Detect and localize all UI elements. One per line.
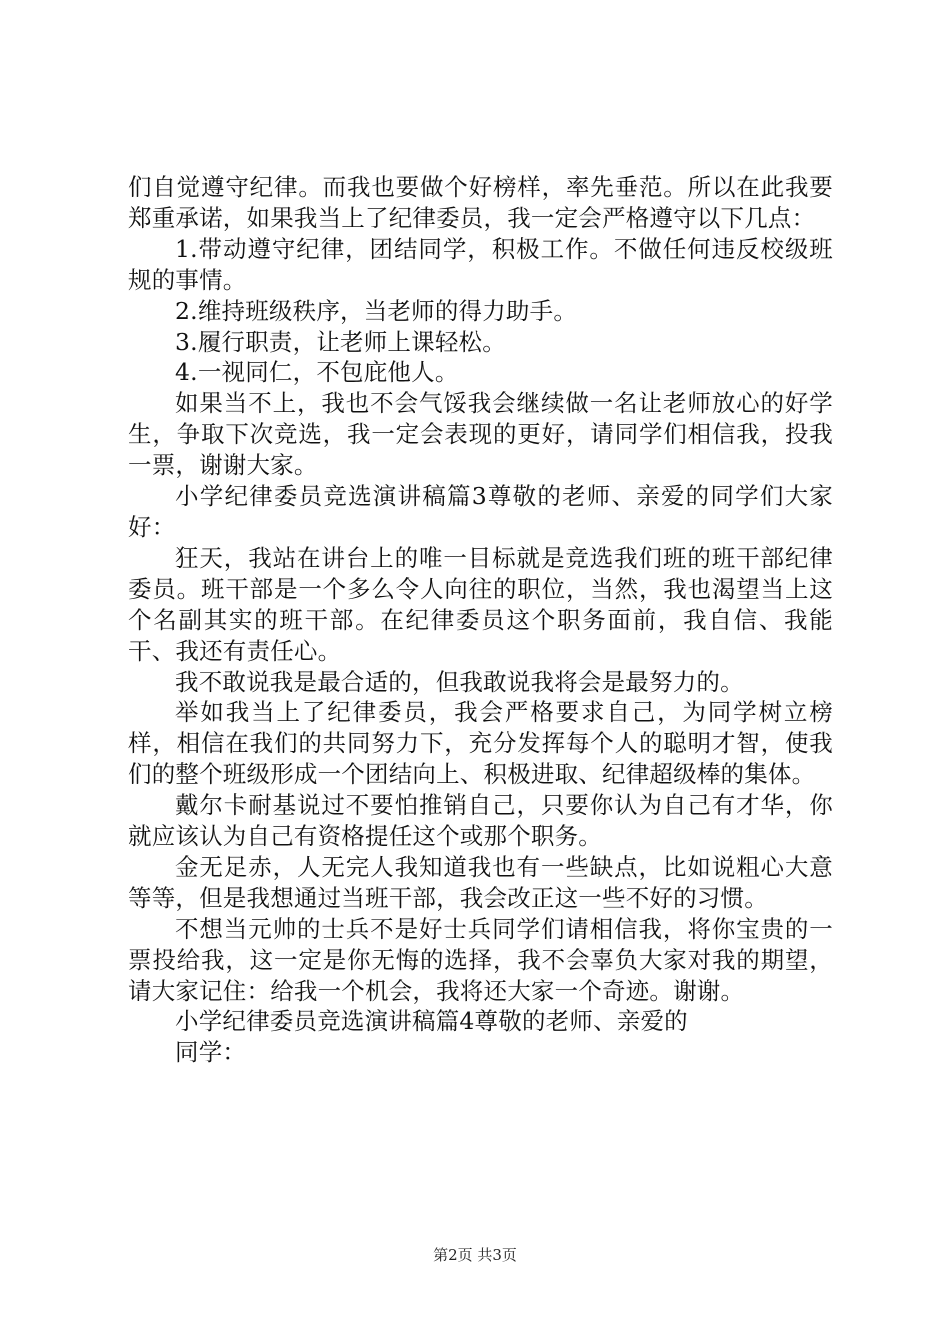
page-footer [0,1244,950,1265]
paragraph: 们自觉遵守纪律。而我也要做个好榜样，率先垂范。所以在此我要郑重承诺，如果我当上了纪律委员，我一定会严格遵守以下几点： [128,173,833,232]
paragraph: 我不敢说我是最合适的，但我敢说我将会是最努力的。 [175,667,744,696]
paragraph: 狂天，我站在讲台上的唯一目标就是竞选我们班的班干部纪律委员。班干部是一个多么令人向往的职位，当然，我也渴望当上这个名副其实的班干部。在纪律委员这个职务面前，我自信、我能干、我还有责任心。 [128,543,833,665]
paragraph: 不想当元帅的士兵不是好士兵同学们请相信我，将你宝贵的一票投给我，这一定是你无悔的选择，我不会辜负大家对我的期望，请大家记住：给我一个机会，我将还大家一个奇迹。谢谢。 [128,914,833,1005]
paragraph: 2.维持班级秩序，当老师的得力助手。 [175,296,578,325]
paragraph: 金无足赤，人无完人我知道我也有一些缺点，比如说粗心大意等等，但是我想通过当班干部，我会改正这一些不好的习惯。 [128,852,833,912]
paragraph: 同学： [175,1038,247,1067]
paragraph: 1.带动遵守纪律，团结同学，积极工作。不做任何违反校级班规的事情。 [128,234,833,294]
paragraph: 3.履行职责，让老师上课轻松。 [175,327,506,356]
document-body [128,172,833,1068]
paragraph: 4.一视同仁，不包庇他人。 [175,358,459,387]
section-heading-paragraph: 小学纪律委员竞选演讲稿篇3尊敬的老师、亲爱的同学们大家好： [128,482,833,541]
paragraph: 如果当不上，我也不会气馁我会继续做一名让老师放心的好学生，争取下次竞选，我一定会表现的更好，请同学们相信我，投我一票，谢谢大家。 [128,389,833,480]
paragraph: 戴尔卡耐基说过不要怕推销自己，只要你认为自己有才华，你就应该认为自己有资格提任这个或那个职务。 [128,791,833,851]
paragraph: 举如我当上了纪律委员，我会严格要求自己，为同学树立榜样，相信在我们的共同努力下，充分发挥每个人的聪明才智，使我们的整个班级形成一个团结向上、积极进取、纪律超级棒的集体。 [128,698,833,789]
section-heading-paragraph: 小学纪律委员竞选演讲稿篇4尊敬的老师、亲爱的 [175,1007,688,1036]
page-number: 第2页 共3页 [433,1246,517,1264]
